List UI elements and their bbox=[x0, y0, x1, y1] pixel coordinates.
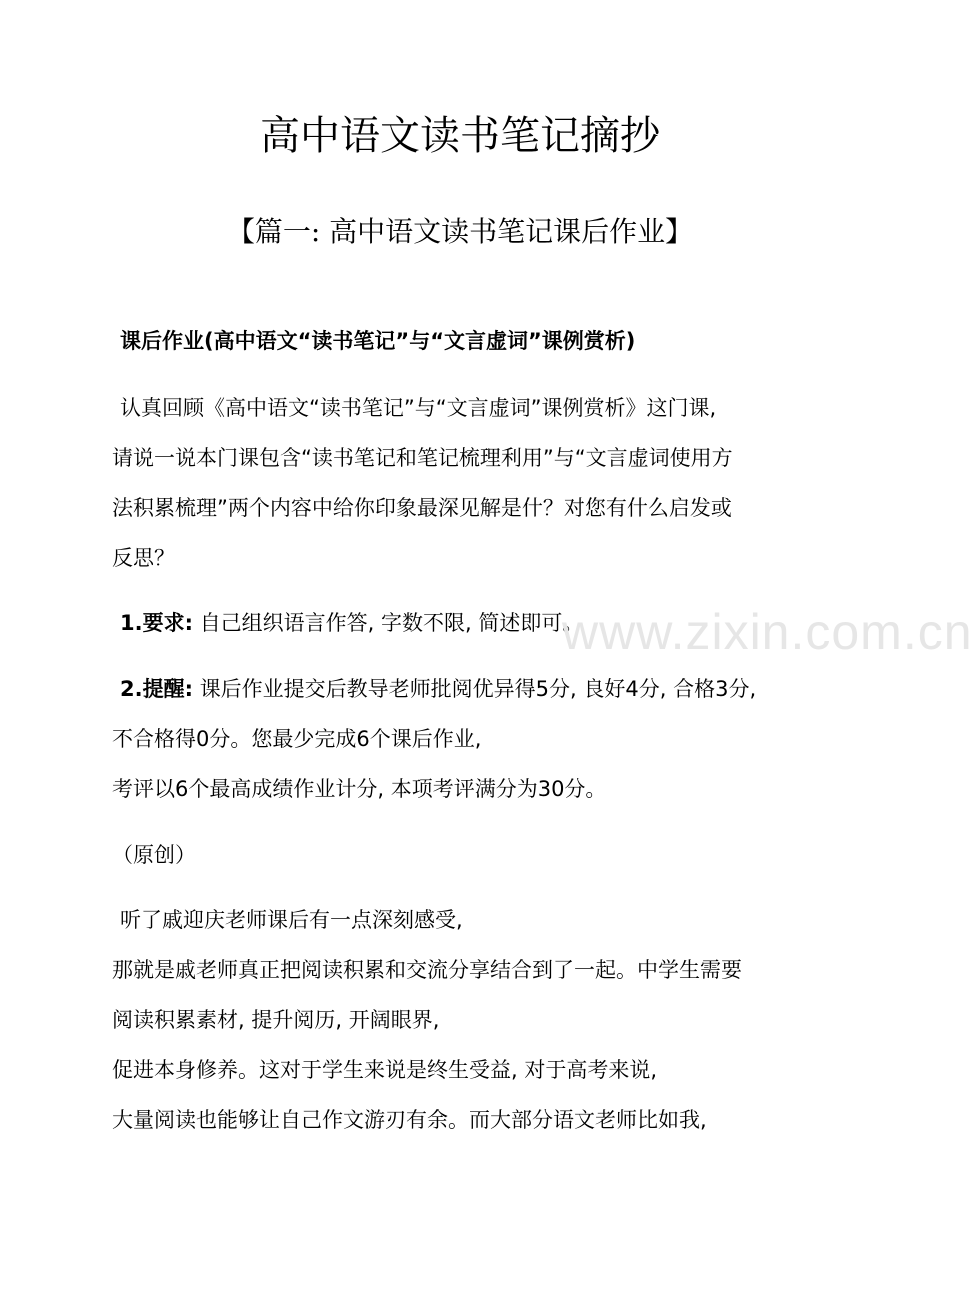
document-title: 高中语文读书笔记摘抄 bbox=[260, 113, 660, 159]
essay-line: 阅读积累素材, 提升阅历, 开阔眼界, bbox=[112, 1008, 440, 1032]
document-subtitle: 【篇一: 高中语文读书笔记课后作业】 bbox=[226, 215, 694, 248]
reminder-label: 2.提醒: bbox=[120, 677, 193, 701]
essay-line: 促进本身修养。这对于学生来说是终生受益, 对于高考来说, bbox=[112, 1058, 658, 1082]
requirement-1 bbox=[120, 608, 583, 638]
requirement-1-text: 自己组织语言作答, 字数不限, 简述即可。 bbox=[199, 611, 584, 635]
question-line: 认真回顾《高中语文“读书笔记”与“文言虚词”课例赏析》这门课, bbox=[120, 396, 717, 420]
assignment-heading: 课后作业(高中语文“读书笔记”与“文言虚词”课例赏析) bbox=[120, 329, 636, 353]
reminder-line: 不合格得0分。您最少完成6个课后作业, bbox=[112, 727, 482, 751]
essay-line: 听了戚迎庆老师课后有一点深刻感受, bbox=[120, 908, 463, 932]
reminder-text: 课后作业提交后教导老师批阅优异得5分, 良好4分, 合格3分, bbox=[199, 677, 757, 701]
essay-line: 那就是戚老师真正把阅读积累和交流分享结合到了一起。中学生需要 bbox=[112, 958, 742, 982]
original-tag: （原创） bbox=[112, 843, 196, 867]
question-line: 反思？ bbox=[112, 546, 175, 570]
question-line: 法积累梳理”两个内容中给你印象最深见解是什？对您有什么启发或 bbox=[112, 496, 732, 520]
reminder-line: 考评以6个最高成绩作业计分, 本项考评满分为30分。 bbox=[112, 777, 607, 801]
reminder-line bbox=[120, 674, 756, 704]
essay-line: 大量阅读也能够让自己作文游刃有余。而大部分语文老师比如我, bbox=[112, 1108, 707, 1132]
question-line: 请说一说本门课包含“读书笔记和笔记梳理利用”与“文言虚词使用方 bbox=[112, 446, 733, 470]
requirement-1-label: 1.要求: bbox=[120, 611, 193, 635]
watermark: www.zixin.com.cn bbox=[562, 604, 973, 660]
